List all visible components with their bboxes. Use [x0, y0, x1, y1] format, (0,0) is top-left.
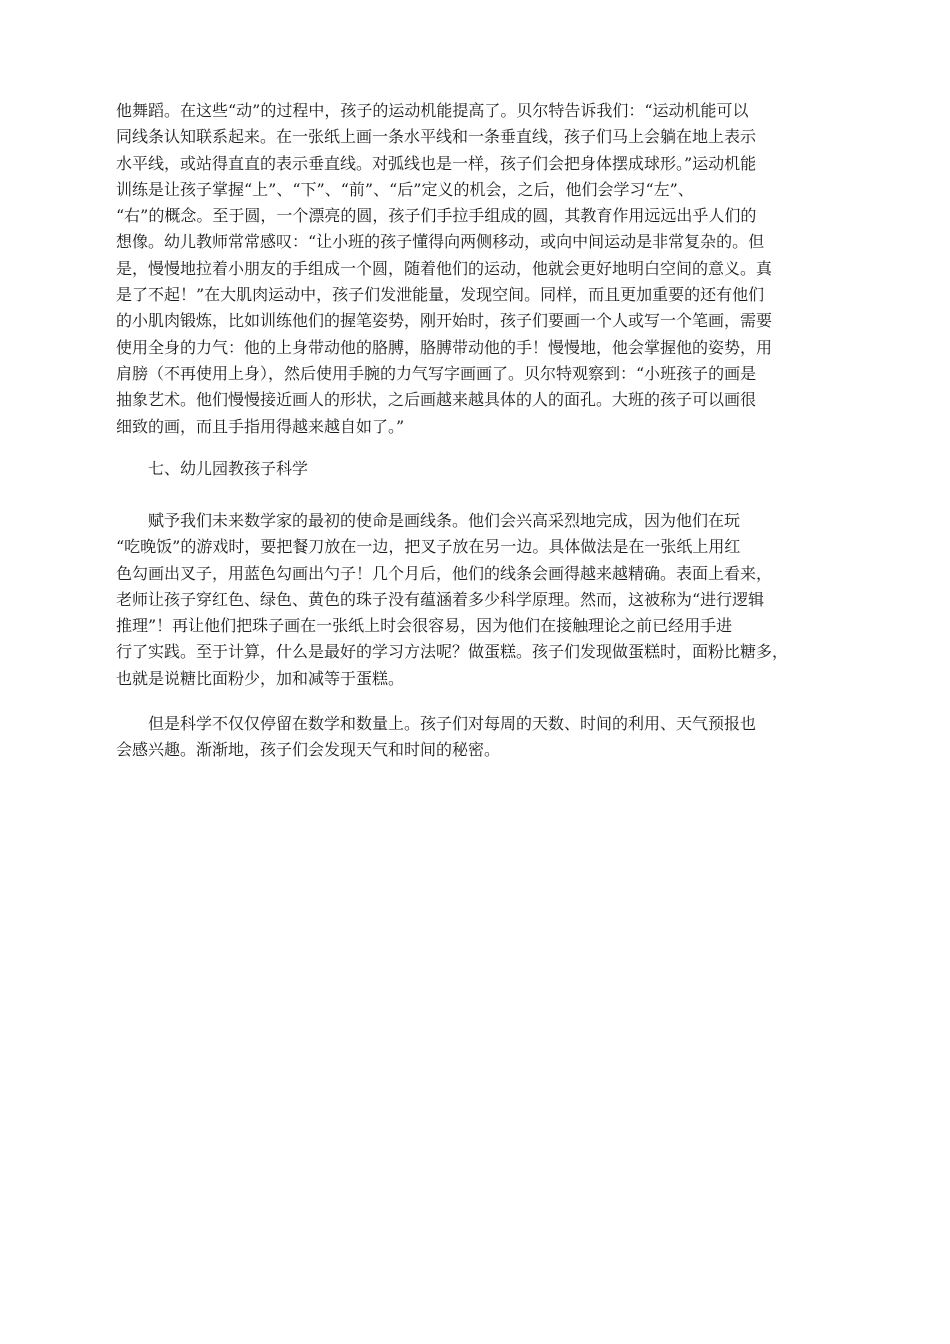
text-line: 色勾画出叉子，用蓝色勾画出勺子！几个月后，他们的线条会画得越来越精确。表面上看来，	[116, 563, 773, 583]
text-line: 的小肌肉锻炼，比如训练他们的握笔姿势，刚开始时，孩子们要画一个人或写一个笔画，需要	[116, 311, 773, 331]
text-line: 是，慢慢地拉着小朋友的手组成一个圆，随着他们的运动，他就会更好地明白空间的意义。真	[116, 258, 773, 278]
section-heading	[148, 456, 878, 482]
text-line: “右”的概念。至于圆，一个漂亮的圆，孩子们手拉手组成的圆，其教育作用远远出乎人们的	[116, 206, 757, 226]
text-line: 是了不起！”在大肌肉运动中，孩子们发泄能量，发现空间。同样，而且更加重要的还有他们	[116, 285, 765, 305]
section-heading-text: 七、幼儿园教孩子科学	[148, 459, 309, 478]
text-line: 同线条认知联系起来。在一张纸上画一条水平线和一条垂直线，孩子们马上会躺在地上表示	[116, 127, 757, 147]
text-line: 推理”！再让他们把珠子画在一张纸上时会很容易，因为他们在接触理论之前已经用手进	[116, 616, 733, 636]
paragraph-science	[116, 711, 846, 764]
text-line: 行了实践。至于计算，什么是最好的学习方法呢？做蛋糕。孩子们发现做蛋糕时，面粉比糖多，	[116, 642, 789, 662]
text-line: 他舞蹈。在这些“动”的过程中，孩子的运动机能提高了。贝尔特告诉我们：“运动机能可以	[116, 101, 749, 120]
text-line: 想像。幼儿教师常常感叹：“让小班的孩子懂得向两侧移动，或向中间运动是非常复杂的。但	[116, 232, 765, 252]
text-line: 老师让孩子穿红色、绿色、黄色的珠子没有蕴涵着多少科学原理。然而，这被称为“进行逻辑	[116, 589, 765, 609]
text-line: 细致的画，而且手指用得越来越自如了。”	[116, 416, 405, 436]
text-line: 也就是说糖比面粉少，加和减等于蛋糕。	[116, 668, 405, 688]
text-line: 肩膀（不再使用上身），然后使用手腕的力气写字画画了。贝尔特观察到：“小班孩子的画是	[116, 363, 757, 383]
text-line: “吃晚饭”的游戏时，要把餐刀放在一边，把叉子放在另一边。具体做法是在一张纸上用红	[116, 537, 741, 557]
text-line: 使用全身的力气：他的上身带动他的胳膊，胳膊带动他的手！慢慢地，他会掌握他的姿势，用	[116, 337, 773, 357]
text-line: 但是科学不仅仅停留在数学和数量上。孩子们对每周的天数、时间的利用、天气预报也	[148, 714, 757, 733]
paragraph-motor-skills	[116, 98, 846, 440]
text-line: 训练是让孩子掌握“上”、“下”、“前”、“后”定义的机会，之后，他们会学习“左”、	[116, 179, 694, 199]
text-line: 会感兴趣。渐渐地，孩子们会发现天气和时间的秘密。	[116, 740, 501, 760]
text-line: 抽象艺术。他们慢慢接近画人的形状，之后画越来越具体的人的面孔。大班的孩子可以画很	[116, 390, 757, 410]
paragraph-math	[116, 508, 846, 692]
text-line: 水平线，或站得直直的表示垂直线。对弧线也是一样，孩子们会把身体摆成球形。”运动机能	[116, 153, 757, 173]
text-line: 赋予我们未来数学家的最初的使命是画线条。他们会兴高采烈地完成，因为他们在玩	[148, 511, 741, 530]
